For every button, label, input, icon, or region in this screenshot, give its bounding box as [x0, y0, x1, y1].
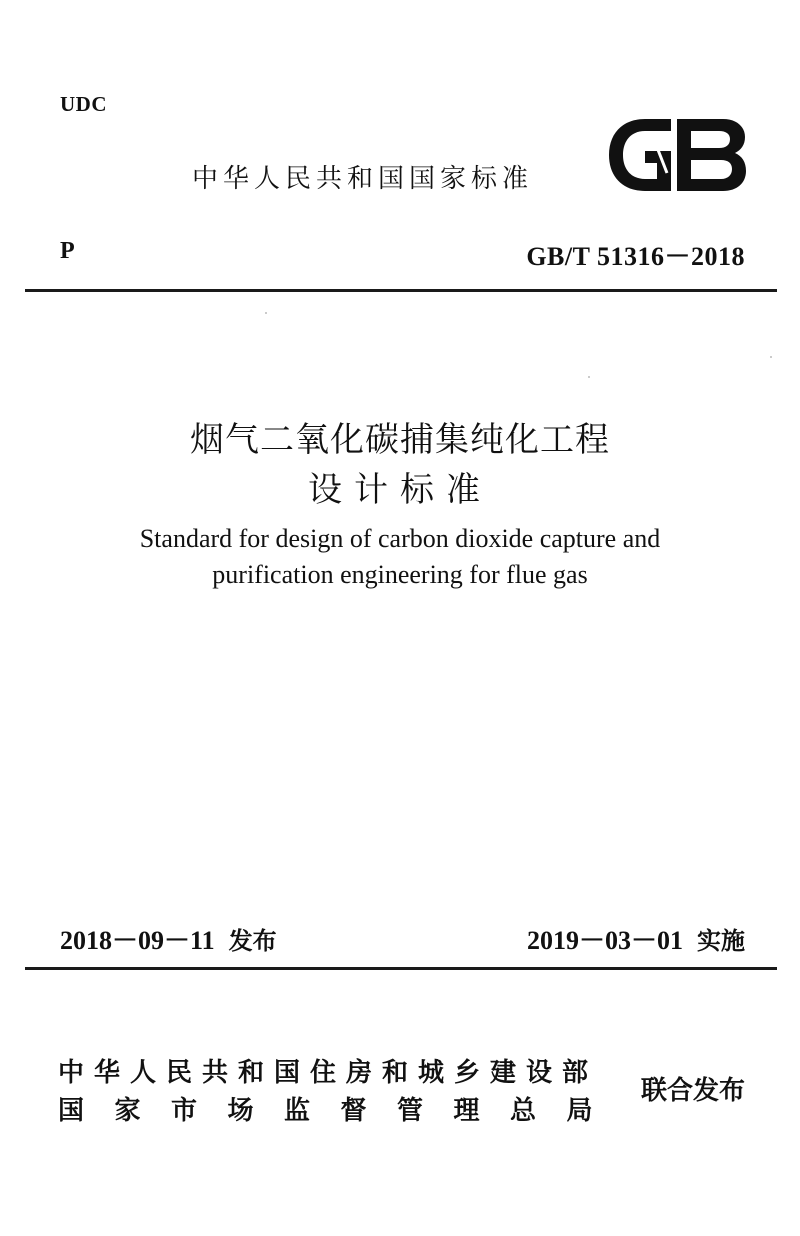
scan-speck — [588, 376, 590, 378]
scan-speck — [770, 356, 772, 358]
joint-release-label: 联合发布 — [640, 1076, 745, 1106]
title-cn-line2: 设计标准 — [308, 470, 492, 510]
effective-date: 2019－03－01 — [526, 926, 683, 955]
title-en-line1: Standard for design of carbon dioxide capture and — [139, 524, 661, 553]
publisher-line2: 国家市场监督管理总局 — [58, 1096, 624, 1126]
publisher-line1: 中华人民共和国住房和城乡建设部 — [58, 1058, 599, 1088]
gb-logo-icon — [605, 117, 747, 193]
scan-speck — [265, 312, 267, 314]
top-divider — [25, 289, 777, 292]
category-code: P — [60, 238, 75, 264]
bottom-divider — [25, 967, 777, 970]
title-en-line2: purification engineering for flue gas — [212, 560, 588, 589]
national-standard-heading: 中华人民共和国国家标准 — [192, 164, 534, 194]
effective-label: 实施 — [697, 927, 745, 955]
udc-label: UDC — [60, 92, 107, 116]
release-date: 2018－09－11 — [60, 926, 215, 955]
release-date-block — [60, 920, 277, 957]
effective-date-block — [527, 920, 745, 957]
title-cn-line1: 烟气二氧化碳捕集纯化工程 — [190, 420, 610, 460]
release-label: 发布 — [228, 927, 277, 955]
standard-code: GB/T 51316－2018 — [526, 242, 745, 271]
